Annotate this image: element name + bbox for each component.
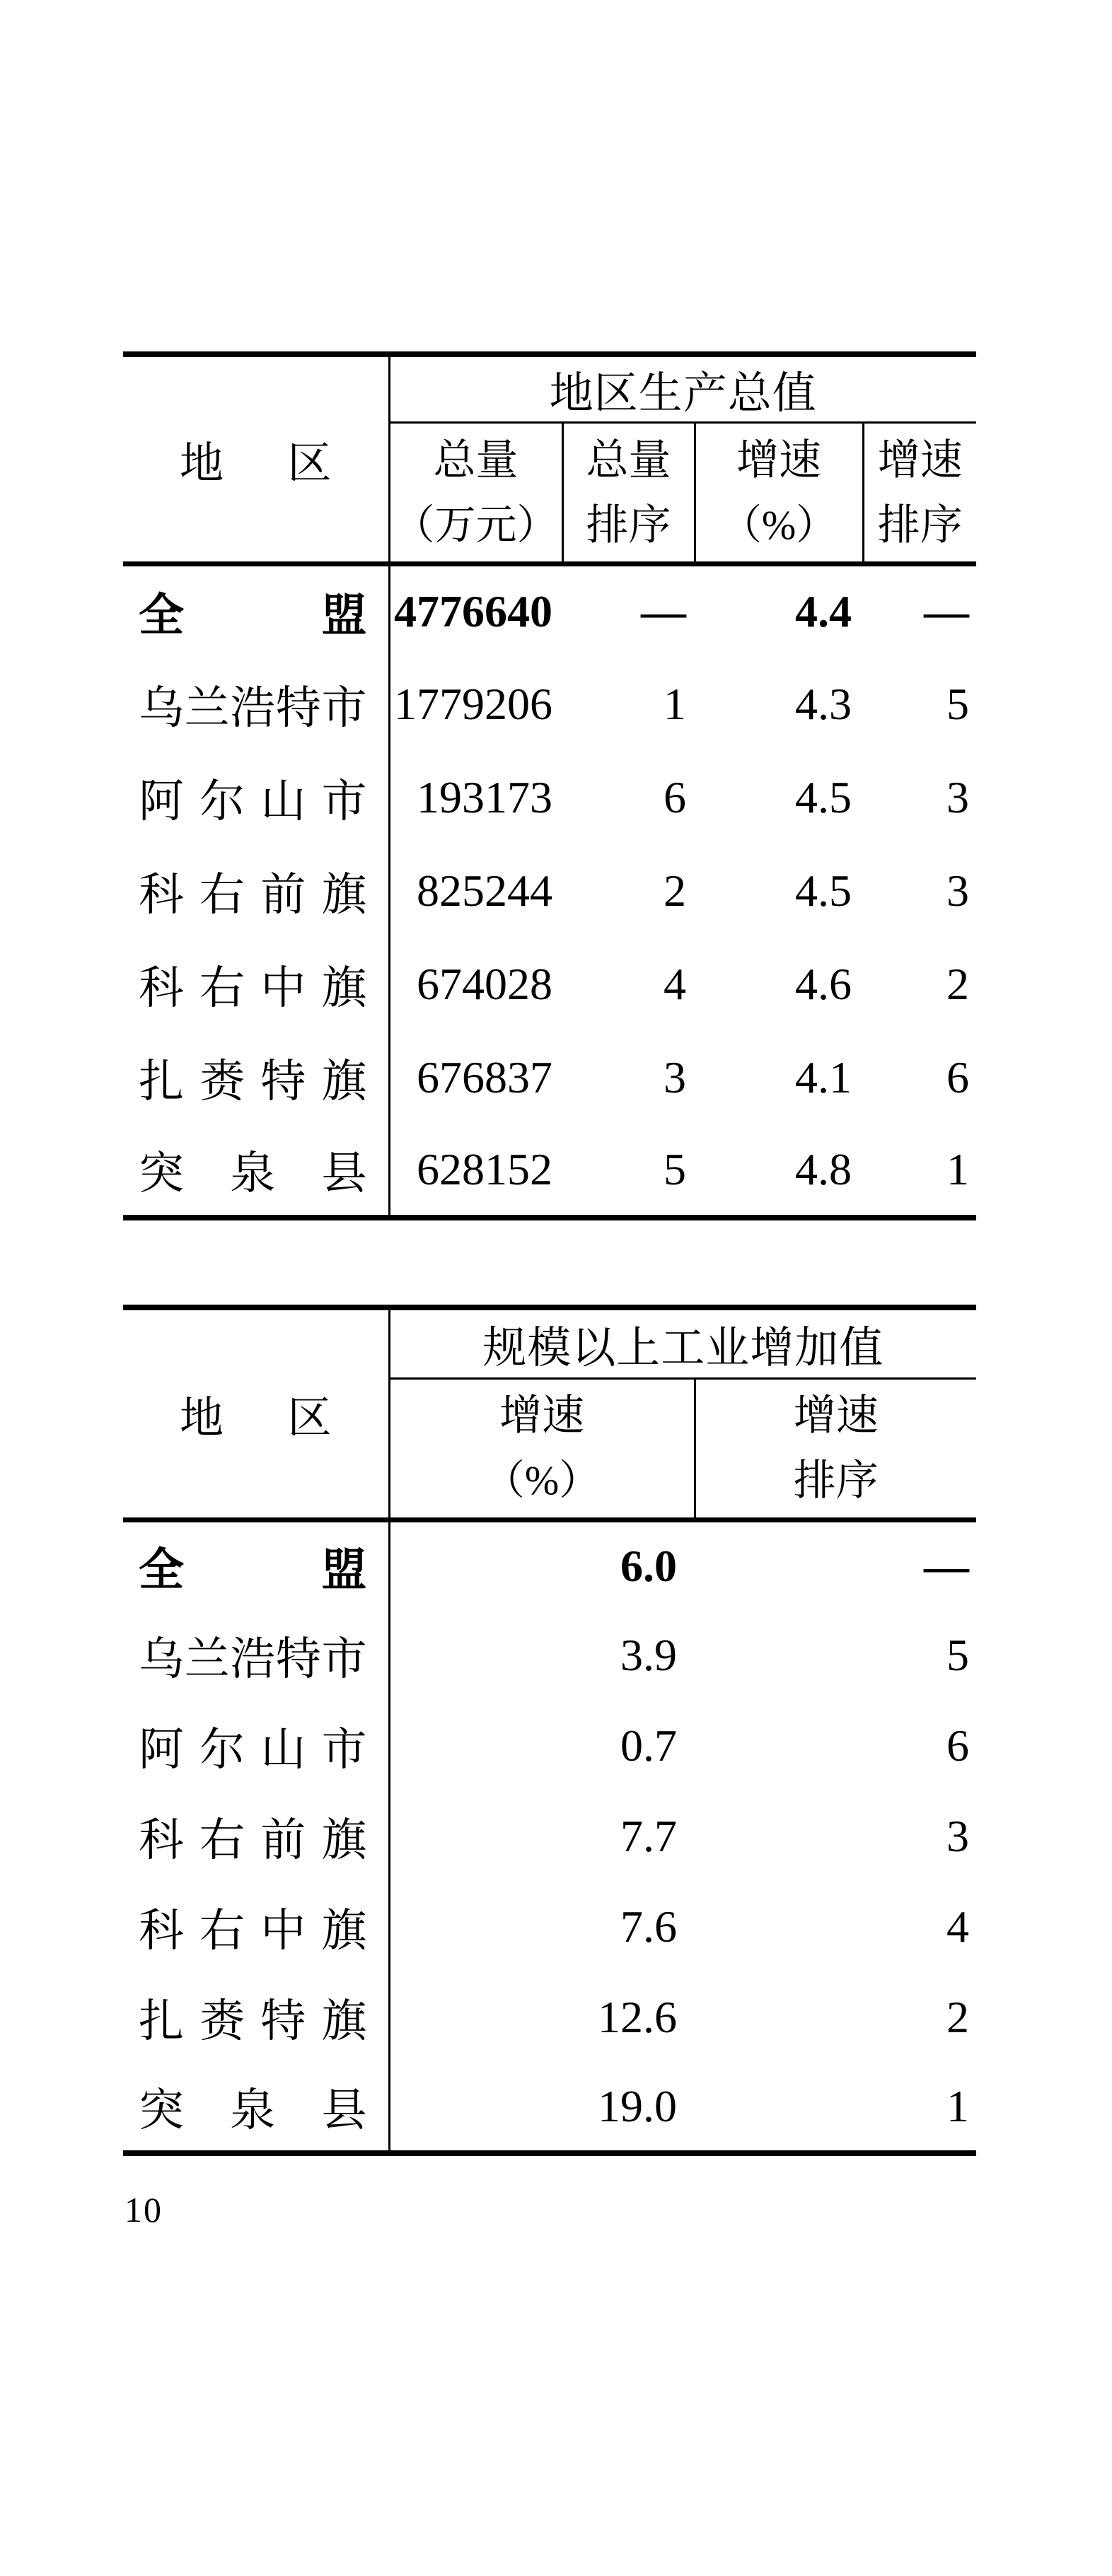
value-cell: 4.8 xyxy=(795,1143,852,1194)
value-cell: 1 xyxy=(946,1143,970,1194)
industry-col-growth-rank xyxy=(695,1378,976,1520)
gdp-span-header-row xyxy=(123,354,976,423)
industry-span-header-row xyxy=(123,1307,976,1378)
table-row xyxy=(123,2063,976,2153)
value-cell: 1 xyxy=(946,2081,970,2131)
value-cell: 5 xyxy=(664,1143,686,1194)
region-cell: 突泉县 xyxy=(123,2063,389,2153)
value-cell: 4.3 xyxy=(795,678,852,729)
table-row xyxy=(123,658,976,751)
table-row xyxy=(123,564,976,658)
value-cell: 4 xyxy=(946,1901,970,1952)
region-cell: 阿尔山市 xyxy=(123,1701,389,1791)
value-cell: 6.0 xyxy=(620,1540,677,1591)
region-cell: 乌兰浩特市 xyxy=(123,658,389,751)
gdp-span-header: 地区生产总值 xyxy=(389,354,976,423)
gdp-table xyxy=(123,351,976,1220)
value-cell: 2 xyxy=(946,1992,970,2042)
table-row xyxy=(123,751,976,844)
gdp-col-growth xyxy=(695,423,863,564)
value-cell: — xyxy=(924,586,970,637)
region-cell: 突泉县 xyxy=(123,1124,389,1218)
table-row xyxy=(123,938,976,1031)
col-label-line1: 增速 xyxy=(877,436,963,484)
table-row xyxy=(123,1610,976,1701)
value-cell: 0.7 xyxy=(620,1720,677,1771)
industry-region-header: 地区 xyxy=(123,1307,389,1520)
value-cell: 628152 xyxy=(417,1143,552,1194)
region-cell: 全盟 xyxy=(123,1520,389,1610)
value-cell: 4.1 xyxy=(795,1051,852,1102)
value-cell: 5 xyxy=(946,678,970,729)
value-cell: 4 xyxy=(664,958,686,1009)
col-label-line2: 排序 xyxy=(793,1457,879,1504)
value-cell: 4776640 xyxy=(394,586,552,637)
value-cell: — xyxy=(924,1540,970,1591)
col-label-line2: （%） xyxy=(483,1457,601,1503)
value-cell: 4.6 xyxy=(795,958,852,1009)
page-number: 10 xyxy=(124,2190,163,2230)
value-cell: 6 xyxy=(664,771,686,822)
value-cell: 6 xyxy=(946,1720,970,1771)
region-cell: 科右中旗 xyxy=(123,1882,389,1972)
value-cell: 4.4 xyxy=(795,586,852,637)
region-cell: 扎赉特旗 xyxy=(123,1031,389,1124)
gdp-col-growth-rank xyxy=(863,423,976,564)
table-row xyxy=(123,1972,976,2063)
value-cell: 3 xyxy=(946,865,970,916)
value-cell: 2 xyxy=(946,958,970,1009)
gdp-col-total-rank xyxy=(562,423,695,564)
table-row xyxy=(123,1031,976,1124)
col-label-line2: 排序 xyxy=(586,501,671,549)
value-cell: 3.9 xyxy=(620,1630,677,1680)
value-cell: 1 xyxy=(664,678,686,729)
value-cell: 676837 xyxy=(417,1051,552,1102)
value-cell: 12.6 xyxy=(598,1992,677,2042)
value-cell: 674028 xyxy=(417,958,552,1009)
value-cell: 4.5 xyxy=(795,771,852,822)
region-cell: 乌兰浩特市 xyxy=(123,1610,389,1701)
value-cell: 2 xyxy=(664,865,686,916)
col-label-line2: （万元） xyxy=(393,501,558,548)
value-cell: 1779206 xyxy=(394,678,552,729)
value-cell: 3 xyxy=(664,1051,686,1102)
col-label-line2: 排序 xyxy=(877,501,963,549)
value-cell: 3 xyxy=(946,771,970,822)
value-cell: 3 xyxy=(946,1811,970,1861)
col-label-line1: 总量 xyxy=(586,436,671,484)
value-cell: 825244 xyxy=(417,865,552,916)
gdp-col-total xyxy=(389,423,562,564)
col-label-line1: 增速 xyxy=(736,436,821,484)
col-label-line1: 增速 xyxy=(499,1392,584,1439)
value-cell: — xyxy=(641,586,686,637)
industry-span-header: 规模以上工业增加值 xyxy=(389,1307,976,1378)
col-label-line1: 总量 xyxy=(433,436,519,484)
table-row xyxy=(123,1124,976,1218)
value-cell: 7.6 xyxy=(620,1901,677,1952)
industry-col-growth xyxy=(389,1378,695,1520)
table-row xyxy=(123,844,976,938)
value-cell: 4.5 xyxy=(795,865,852,916)
value-cell: 7.7 xyxy=(620,1811,677,1861)
value-cell: 5 xyxy=(946,1630,970,1680)
col-label-line2: （%） xyxy=(720,501,838,548)
region-cell: 科右中旗 xyxy=(123,938,389,1031)
value-cell: 193173 xyxy=(417,771,552,822)
region-cell: 阿尔山市 xyxy=(123,751,389,844)
region-cell: 扎赉特旗 xyxy=(123,1972,389,2063)
table-row xyxy=(123,1882,976,1972)
table-row xyxy=(123,1701,976,1791)
gdp-region-header: 地区 xyxy=(123,354,389,564)
value-cell: 6 xyxy=(946,1051,970,1102)
col-label-line1: 增速 xyxy=(793,1392,879,1439)
table-row xyxy=(123,1520,976,1610)
region-cell: 全盟 xyxy=(123,564,389,658)
industry-table xyxy=(123,1305,976,2156)
region-cell: 科右前旗 xyxy=(123,1791,389,1882)
region-cell: 科右前旗 xyxy=(123,844,389,938)
value-cell: 19.0 xyxy=(598,2081,677,2131)
table-row xyxy=(123,1791,976,1882)
